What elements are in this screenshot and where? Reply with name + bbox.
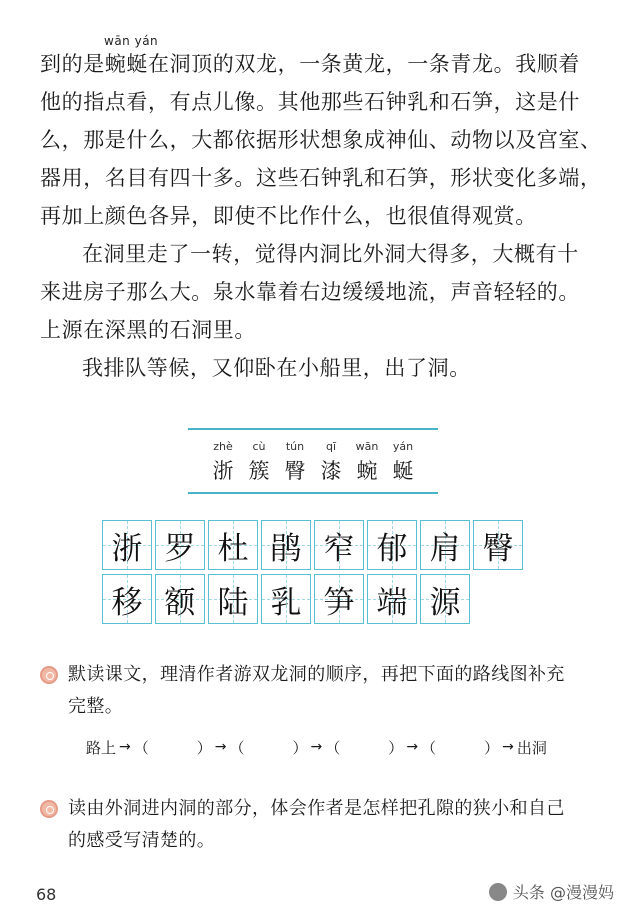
grid-cell: [367, 520, 417, 570]
grid-char: 端: [376, 584, 408, 621]
question-1-line-1: 默读课文，理清作者游双龙洞的顺序，再把下面的路线图补充: [68, 664, 565, 685]
text-line: 器用，名目有四十多。这些石钟乳和石笋，形状变化多端，: [40, 166, 602, 190]
watermark-text: 头条 @漫漫妈: [512, 883, 614, 902]
text-line: 再加上颜色各异，即使不比作什么，也很值得观赏。: [40, 204, 537, 228]
route-open-paren: （: [229, 738, 245, 757]
vocab-char: 蜒: [392, 459, 414, 483]
grid-char: 肩: [429, 530, 461, 567]
question-2-line-1: 读由外洞进内洞的部分，体会作者是怎样把孔隙的狭小和自己: [68, 798, 565, 819]
vocab-box: [188, 428, 438, 494]
grid-char: 鹃: [270, 530, 302, 567]
grid-cell: [208, 574, 258, 624]
grid-cell: [102, 574, 152, 624]
route-end: 出洞: [516, 738, 547, 757]
grid-cell: [367, 574, 417, 624]
grid-char: 罗: [164, 530, 196, 567]
arrow-icon: →: [502, 739, 514, 755]
text-line: 上源在深黑的石洞里。: [40, 318, 256, 342]
question-bullet-icon: [40, 800, 58, 818]
grid-cell: [261, 574, 311, 624]
route-open-paren: （: [325, 738, 341, 757]
writing-grid: [102, 520, 526, 628]
route-close-paren: ）: [292, 738, 308, 757]
route-close-paren: ）: [388, 738, 404, 757]
watermark: [489, 880, 614, 903]
vocab-char: 漆: [320, 459, 342, 483]
grid-row-1: [102, 520, 526, 574]
grid-char: 乳: [270, 584, 302, 621]
grid-cell: [314, 520, 364, 570]
route-diagram: [86, 734, 547, 760]
text-line: 么，那是什么，大都依据形状想象成神仙、动物以及宫室、: [40, 128, 602, 152]
vocab-pinyin: yán: [392, 440, 414, 453]
vocab-pinyin: qī: [325, 440, 337, 453]
arrow-icon: →: [119, 739, 131, 755]
route-close-paren: ）: [196, 738, 212, 757]
ruby-pinyin-wanyan: wān yán: [104, 34, 159, 48]
grid-char: 移: [111, 584, 143, 621]
vocab-char: 簇: [248, 459, 270, 483]
grid-char: 郁: [376, 530, 408, 567]
grid-cell: [314, 574, 364, 624]
route-close-paren: ）: [484, 738, 500, 757]
grid-char: 源: [429, 584, 461, 621]
vocab-char: 臀: [284, 459, 306, 483]
text-line: 他的指点看，有点儿像。其他那些石钟乳和石笋，这是什: [40, 90, 580, 114]
vocab-pinyin-row: [206, 440, 420, 453]
grid-char: 浙: [111, 530, 143, 567]
question-1-line-2: 完整。: [68, 696, 124, 717]
vocab-pinyin: cù: [252, 440, 266, 453]
arrow-icon: →: [310, 739, 323, 755]
text-line: 到的是蜿蜒在洞顶的双龙，一条黄龙，一条青龙。我顺着: [40, 52, 580, 76]
grid-cell: [473, 520, 523, 570]
arrow-icon: →: [214, 739, 227, 755]
question-2-line-2: 的感受写清楚的。: [68, 830, 216, 851]
vocab-char-row: [206, 455, 420, 485]
grid-cell: [420, 520, 470, 570]
grid-cell: [420, 574, 470, 624]
route-open-paren: （: [133, 738, 149, 757]
grid-cell: [208, 520, 258, 570]
vocab-char: 浙: [212, 459, 234, 483]
grid-char: 陆: [217, 584, 249, 621]
vocab-char: 蜿: [356, 459, 378, 483]
grid-row-2: [102, 574, 526, 628]
text-line: 我排队等候，又仰卧在小船里，出了洞。: [82, 356, 471, 380]
grid-cell: [102, 520, 152, 570]
vocab-pinyin: wān: [355, 440, 379, 453]
text-line: 来进房子那么大。泉水靠着右边缓缓地流，声音轻轻的。: [40, 280, 580, 304]
text-line: 在洞里走了一转，觉得内洞比外洞大得多，大概有十: [82, 242, 579, 266]
question-bullet-icon: [40, 666, 58, 684]
grid-char: 笋: [323, 584, 355, 621]
grid-cell: [155, 574, 205, 624]
grid-char: 杜: [217, 530, 249, 567]
page-number: 68: [36, 885, 57, 904]
vocab-pinyin: zhè: [213, 440, 233, 453]
grid-char: 额: [164, 584, 196, 621]
grid-cell: [155, 520, 205, 570]
route-start: 路上: [86, 738, 117, 757]
grid-cell: [261, 520, 311, 570]
grid-char: 臀: [482, 530, 514, 567]
route-open-paren: （: [421, 738, 437, 757]
grid-char: 窄: [323, 530, 355, 567]
watermark-badge-icon: [489, 883, 507, 901]
arrow-icon: →: [406, 739, 419, 755]
vocab-pinyin: tún: [285, 440, 305, 453]
